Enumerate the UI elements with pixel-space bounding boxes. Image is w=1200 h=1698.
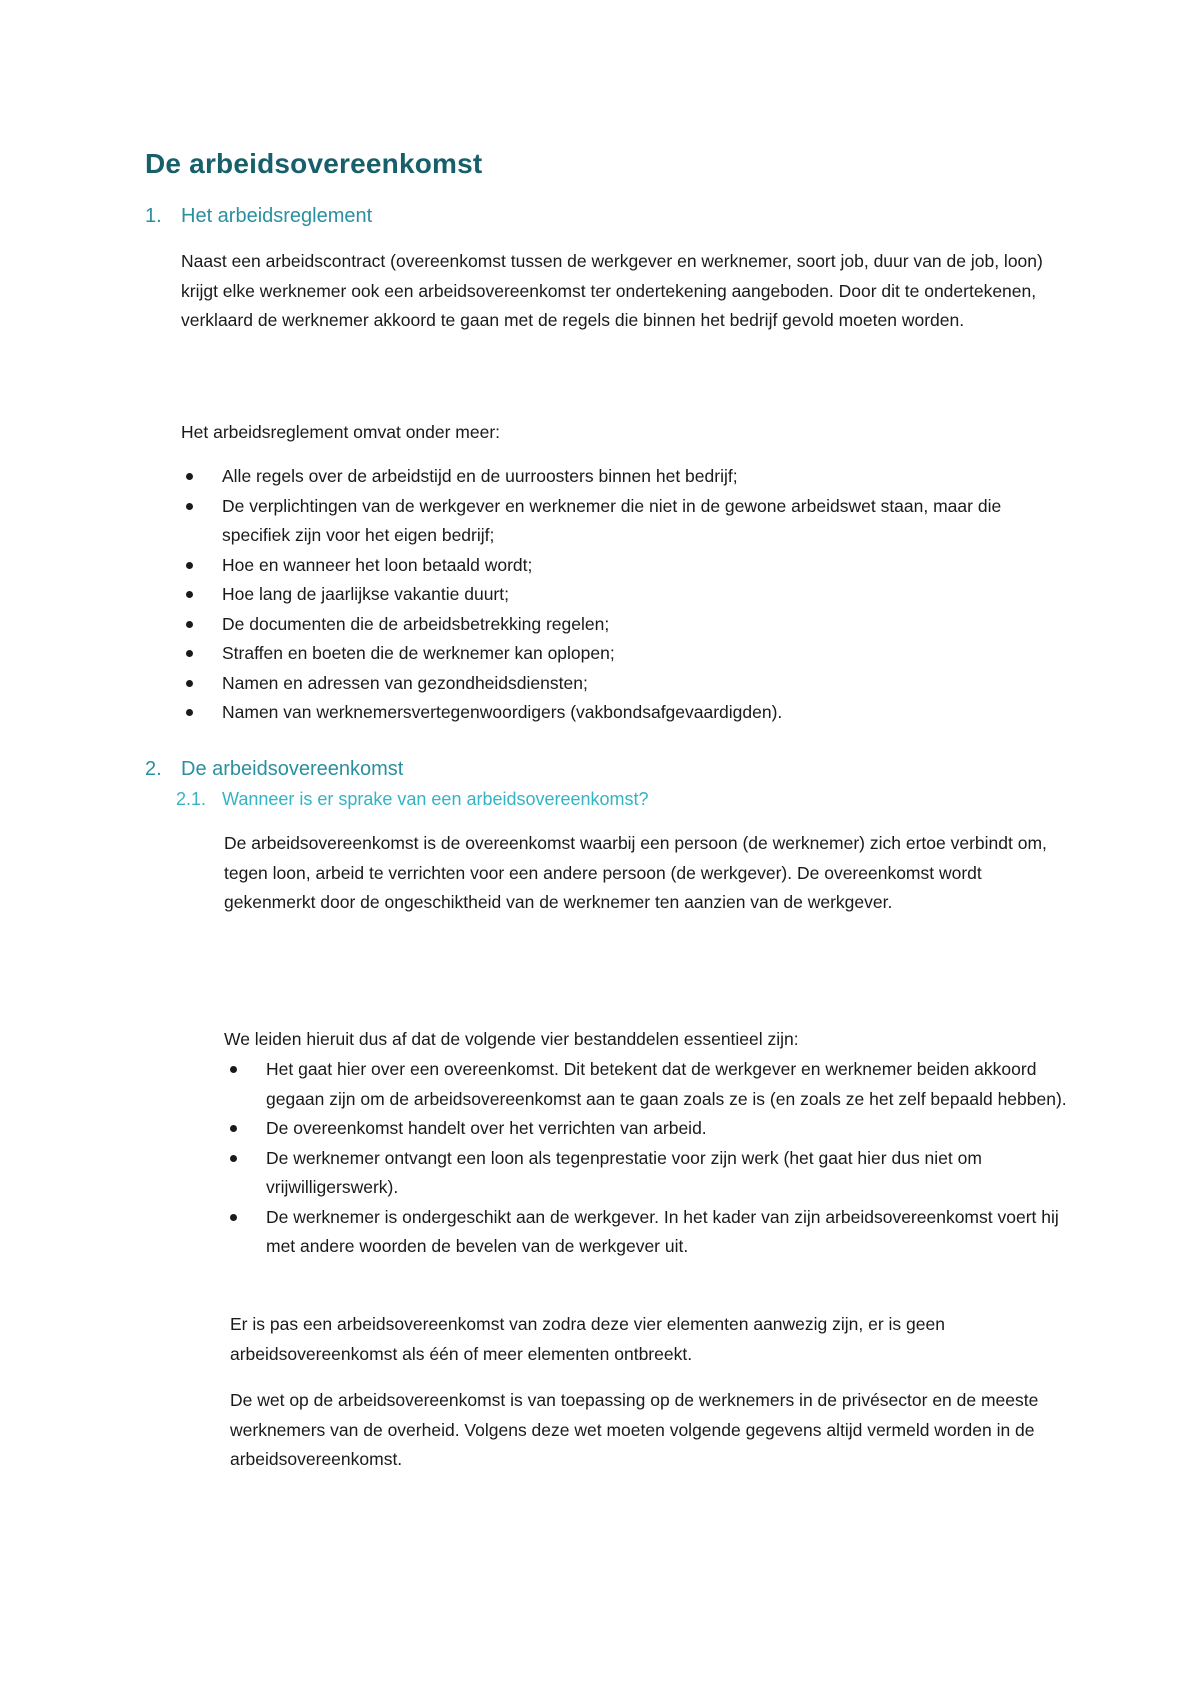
elements-bullet-list <box>230 1055 1075 1262</box>
definition-paragraph: De arbeidsovereenkomst is de overeenkomst waarbij een persoon (de werknemer) zich ertoe verbindt om, tegen loon, arbeid te verrichten voor een andere persoon (de werkgever). De overeenkomst wordt gekenmerkt door de ongeschiktheid van de werknemer ten aanzien van de werkgever. <box>224 833 1047 912</box>
list-item: Hoe lang de jaarlijkse vakantie duurt; <box>186 580 1066 610</box>
list-item: Straffen en boeten die de werknemer kan oplopen; <box>186 639 1066 669</box>
bullet-icon <box>186 650 193 657</box>
bullet-icon <box>230 1125 237 1132</box>
bullet-icon <box>186 591 193 598</box>
list-item: Namen van werknemersvertegenwoordigers (vakbondsafgevaardigden). <box>186 698 1066 728</box>
bullet-icon <box>186 709 193 716</box>
section-2-title: De arbeidsovereenkomst <box>181 758 404 780</box>
law-paragraph: De wet op de arbeidsovereenkomst is van toepassing op de werknemers in de privésector en de meeste werknemers van de overheid. Volgens deze wet moeten volgende gegevens altijd vermeld worden in de arbeidsovereenkomst. <box>230 1390 1039 1469</box>
list-item: De documenten die de arbeidsbetrekking regelen; <box>186 610 1066 640</box>
bullet-icon <box>186 503 193 510</box>
section-1-intro-paragraph: Naast een arbeidscontract (overeenkomst tussen de werkgever en werknemer, soort job, duur van de job, loon) krijgt elke werknemer ook een arbeidsovereenkomst ter ondertekening aangeboden. Door dit te ondertekenen, verklaard de werknemer akkoord te gaan met de regels die binnen het bedrijf gevold moeten worden. <box>181 251 1043 330</box>
conclusion-paragraph: Er is pas een arbeidsovereenkomst van zodra deze vier elementen aanwezig zijn, er is geen arbeidsovereenkomst als één of meer elementen ontbreekt. <box>230 1314 945 1364</box>
section-2-heading <box>145 758 403 781</box>
elements-list-intro: We leiden hieruit dus af dat de volgende vier bestanddelen essentieel zijn: <box>224 1029 799 1049</box>
list-item: De werknemer ontvangt een loon als tegenprestatie voor zijn werk (het gaat hier dus niet om vrijwilligerswerk). <box>230 1144 1075 1203</box>
bullet-icon <box>186 621 193 628</box>
bullet-icon <box>230 1066 237 1073</box>
section-1-title: Het arbeidsreglement <box>181 205 373 227</box>
subsection-2-1-heading <box>176 789 649 810</box>
bullet-icon <box>230 1155 237 1162</box>
subsection-2-1-number: 2.1. <box>176 789 207 809</box>
list-item: De verplichtingen van de werkgever en werknemer die niet in de gewone arbeidswet staan, maar die specifiek zijn voor het eigen bedrijf; <box>186 492 1066 551</box>
list-item: Namen en adressen van gezondheidsdiensten; <box>186 669 1066 699</box>
document-title: De arbeidsovereenkomst <box>145 148 483 179</box>
section-1-number: 1. <box>145 205 162 227</box>
bullet-icon <box>230 1214 237 1221</box>
section-1-bullet-list <box>186 462 1066 728</box>
list-item: Alle regels over de arbeidstijd en de uurroosters binnen het bedrijf; <box>186 462 1066 492</box>
bullet-icon <box>186 473 193 480</box>
bullet-icon <box>186 562 193 569</box>
section-1-heading <box>145 205 372 228</box>
list-item: Hoe en wanneer het loon betaald wordt; <box>186 551 1066 581</box>
list-item: De werknemer is ondergeschikt aan de werkgever. In het kader van zijn arbeidsovereenkomst voert hij met andere woorden de bevelen van de werkgever uit. <box>230 1203 1075 1262</box>
bullet-icon <box>186 680 193 687</box>
list-item: Het gaat hier over een overeenkomst. Dit betekent dat de werkgever en werknemer beiden akkoord gegaan zijn om de arbeidsovereenkomst aan te gaan zoals ze is (en zoals ze het zelf bepaald hebben). <box>230 1055 1075 1114</box>
list-item: De overeenkomst handelt over het verrichten van arbeid. <box>230 1114 1075 1144</box>
subsection-2-1-title: Wanneer is er sprake van een arbeidsovereenkomst? <box>222 789 649 809</box>
section-2-number: 2. <box>145 758 162 780</box>
section-1-list-intro: Het arbeidsreglement omvat onder meer: <box>181 422 501 442</box>
